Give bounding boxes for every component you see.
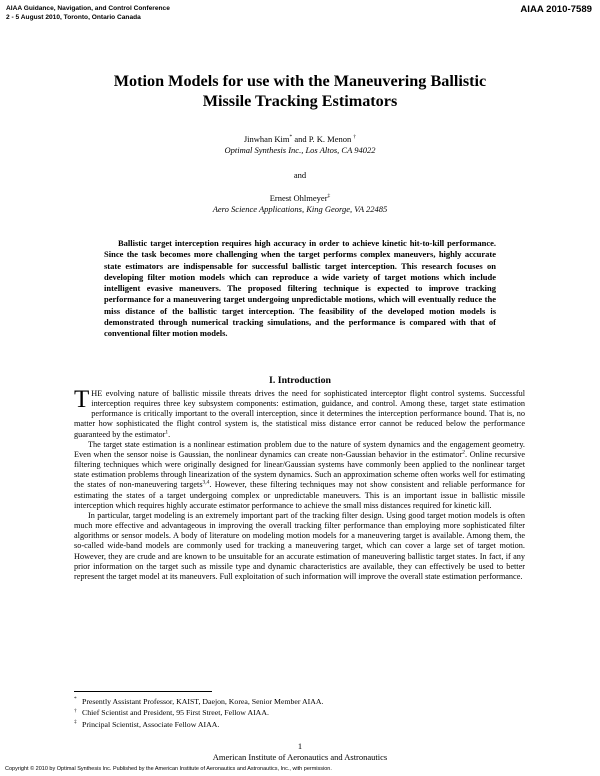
abstract: Ballistic target interception requires high accuracy in order to achieve kinetic hit-to-kill performance. Since the task becomes more challenging when the target performs complex maneuvers, highly accurate state estimators are indispensable for successful ballistic target interception. This research focuses on developing filter motion models which can reproduce a wide variety of target motions which include intelligent evasive maneuvers. The proposed filtering technique is expected to improve tracking performance for a maneuvering target undergoing unpredictable motions, which will eventually reduce the miss distance of the ballistic target interception. The feasibility of the developed motion models is demonstrated through numerical tracking simulations, and the performance is compared with that of conventional filter motion models. xyxy=(104,238,496,339)
conference-name: AIAA Guidance, Navigation, and Control Conference xyxy=(6,5,170,12)
author-menon-footnote-mark: † xyxy=(353,134,357,141)
paragraph-1: THE evolving nature of ballistic missile threats drives the need for sophisticated interceptor flight control systems. Successful interception requires three key subsystem components: estimation, guidance, and control. Among these, target state estimation performance is critically important to the overall interception, since it determines the interception performance bound. That is, no matter how sophisticated the flight control system is, the statistical miss distance error cannot be reduced below the performance guaranteed by the estimator$^1$. xyxy=(74,386,525,439)
footnotes xyxy=(74,696,525,730)
paragraph-3: In particular, target modeling is an extremely important part of the tracking filter design. Using good target motion models is often much more effective and advantageous in improving the overall tracking filter performance than employing more sophisticated filter algorithms or sensor models. A body of literature on modeling motion models for a maneuvering target is available. Among them, the so-called wide-band models are commonly used for tracking a maneuvering target, which can cover a large set of target motion. However, they are crude and are known to be unsuitable for an accurate estimation of maneuvering ballistic target states. In fact, if any prior information on the target such as missile type and dynamic characteristics are available, they can effectively be used to better represent the target model at its maneuvers. Full exploitation of such information will improve the overall state estimation performance. xyxy=(74,510,525,581)
footnote-divider xyxy=(74,691,212,692)
footnote-item: ‡ Principal Scientist, Associate Fellow AIAA. xyxy=(74,719,220,729)
author-connector: and xyxy=(292,134,309,144)
footnote-item: * Presently Assistant Professor, KAIST, Daejon, Korea, Senior Member AIAA. xyxy=(74,696,324,706)
author-ohlmeyer: Ernest Ohlmeyer xyxy=(269,193,328,203)
author-menon: P. K. Menon xyxy=(308,134,352,144)
title-line-1: Motion Models for use with the Maneuvering Ballistic xyxy=(113,72,487,90)
page-number: 1 xyxy=(297,741,303,751)
section-heading-introduction: I. Introduction xyxy=(269,375,331,386)
author-group-1 xyxy=(0,134,600,156)
paper-title xyxy=(0,71,600,111)
and-text: and xyxy=(293,170,307,180)
introduction-body xyxy=(74,386,526,582)
conference-date-location: 2 - 5 August 2010, Toronto, Ontario Canada xyxy=(6,13,141,21)
affiliation-2: Aero Science Applications, King George, VA 22485 xyxy=(212,204,388,214)
author-names-1 xyxy=(0,134,600,145)
reference-mark: 3,4 xyxy=(202,479,210,486)
copyright-notice: Copyright © 2010 by Optimal Synthesis Inc. Published by the American Institute of Aeronautics and Astronautics, Inc., with permission. xyxy=(5,766,332,772)
footnote-item: † Chief Scientist and President, 95 First Street, Fellow AIAA. xyxy=(74,707,269,718)
author-names-2 xyxy=(0,193,600,204)
author-group-2 xyxy=(0,193,600,215)
paragraph-2: The target state estimation is a nonlinear estimation problem due to the nature of system dynamics and the engagement geometry. Even when the sensor noise is Gaussian, the nonlinear dynamics can create non-Gaussian behavior in the estimator$^2$. Online recursive filtering techniques which were originally designed for linear/Gaussian systems have commonly been applied to the nonlinear target state estimation problems through linearization of the system dynamics. Such an approximation scheme often works well for estimating the states of non-maneuvering targets$^{3,4}$. However, these filtering techniques may not show consistent and reliable performance for estimating the states of a target undergoing complex or unpredictable maneuvers. This is an important issue in ballistic missile interception which requires highly accurate estimator performance to achieve the small miss distances required for kinetic kill. xyxy=(74,439,526,510)
paper-number: AIAA 2010-7589 xyxy=(520,4,592,15)
conference-header xyxy=(6,5,170,22)
organization-name: American Institute of Aeronautics and Astronautics xyxy=(212,752,388,762)
reference-mark: 1 xyxy=(165,428,169,435)
author-kim: Jinwhan Kim xyxy=(243,134,290,144)
title-line-2: Missile Tracking Estimators xyxy=(202,92,398,110)
author-ohlmeyer-footnote-mark: ‡ xyxy=(327,193,331,200)
author-kim-footnote-mark: * xyxy=(289,134,293,141)
affiliation-1: Optimal Synthesis Inc., Los Altos, CA 94022 xyxy=(224,145,376,155)
reference-mark: 2 xyxy=(462,449,466,456)
drop-cap: T xyxy=(74,386,90,413)
